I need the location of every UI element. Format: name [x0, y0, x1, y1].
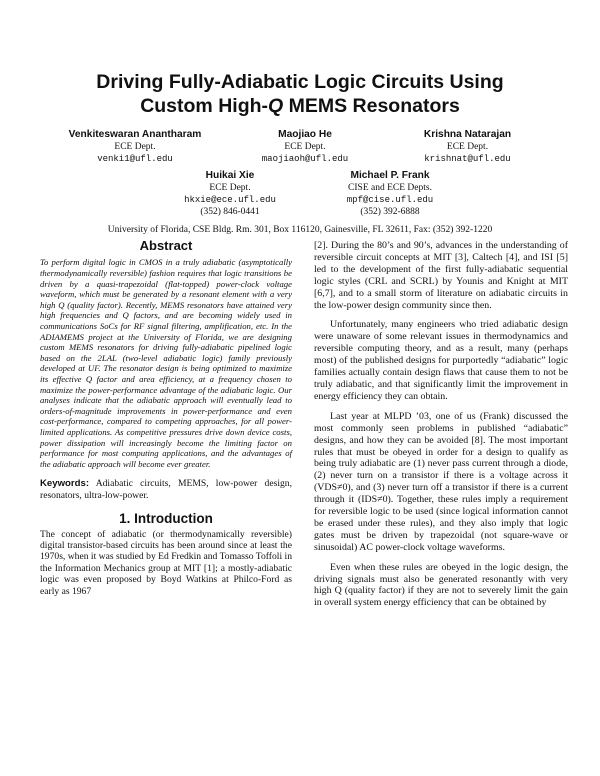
author-natarajan: Krishna Natarajan ECE Dept. krishnat@ufl.edu	[423, 129, 512, 164]
author-he: Maojiao He ECE Dept. maojiaoh@ufl.edu	[261, 129, 349, 164]
keywords	[40, 478, 292, 501]
right-paragraph-1: [2]. During the 80’s and 90’s, advances in the understanding of reversible circuit concepts at MIT [3], Caltech [4], and ISI [5] led to the development of the first fully-adiabatic sequential logic styles (CRL and SCRL) by Younis and Knight at MIT [6,7], and to a small storm of literature on adiabatic circuits in the low-power design community since then.	[314, 240, 568, 311]
intro-heading: 1. Introduction	[119, 511, 213, 527]
right-paragraph-3: Last year at MLPD ’03, one of us (Frank) discussed the most commonly seen problems in published “adiabatic” designs, and how they can be avoided [8]. The most important rules that must be obeyed in order for a design to qualify as being truly adiabatic are (1) never pass current through a diode, (2) never turn on a transistor if there is a voltage across it (VDS≠0), and (3) never turn off a transistor if there is a current through it (IDS≠0). Together, these rules imply a requirement for reversible logic to be used (since logical information cannot be erased under these rules), and they also imply that logic gates must be driven by trapezoidal (not square-wave or sinusoidal) AC power-clock voltage waveforms.	[314, 410, 568, 553]
author-anantharam: Venkiteswaran Anantharam ECE Dept. venki1@ufl.edu	[68, 129, 202, 164]
title-line-1: Driving Fully-Adiabatic Logic Circuits Using	[96, 71, 504, 93]
keywords-label: Keywords:	[40, 478, 90, 490]
left-column	[40, 238, 292, 597]
affiliation-line: University of Florida, CSE Bldg. Rm. 301, Box 116120, Gainesville, FL 32611, Fax: (352) 392-1220	[107, 225, 493, 235]
paper-title	[0, 70, 600, 118]
intro-paragraph-1: The concept of adiabatic (or thermodynamically reversible) digital transistor-based circuits has been around since at least the 1970s, when it was studied by Ed Fredkin and Tomasso Toffoli in the Information Mechanics group at MIT [1]; a mostly-adiabatic logic was even proposed by Boyd Watkins at Philco-Ford as early as 1967	[40, 528, 292, 597]
abstract-heading: Abstract	[139, 238, 193, 253]
right-paragraph-4: Even when these rules are obeyed in the logic design, the driving signals must also be generated resonantly with very high Q (quality factor) if they are not to severely limit the gain in overall system energy efficiency that can be obtained by	[314, 561, 568, 609]
right-paragraph-2: Unfortunately, many engineers who tried adiabatic design were unaware of some relevant issues in thermodynamics and reversible computing theory, and as a result, many (perhaps most) of the published designs for purportedly “adiabatic” logic families actually contain design flaws that cause them to not be truly adiabatic, and that significantly limit the improvement in energy efficiency they can obtain.	[314, 319, 568, 402]
keywords-text: Adiabatic circuits, MEMS, low-power design, resonators, ultra-low-power.	[40, 478, 292, 501]
title-line-2: Custom High-Q MEMS Resonators	[140, 95, 460, 117]
abstract-text: To perform digital logic in CMOS in a truly adiabatic (asymptotically thermodynamically reversible) fashion requires that logic transitions be driven by a quasi-trapezoidal (flat-topped) power-clock voltage waveform, which must be generated by a resonant element with a very high Q (quality factor). Recently, MEMS resonators have attained very high frequencies and Q factors, and are becoming widely used in communications SoCs for RF signal filtering, amplification, etc. In the ADIAMEMS project at the University of Florida, we are designing custom MEMS resonators for driving fully-adiabatic pipelined logic based on the 2LAL (two-level adiabatic logic) family previously developed at UF. The resonator design is being optimized to maximize its effective Q factor and area efficiency, at a frequency chosen to maximize the power-performance advantage of the adiabatic logic. Our analyses indicate that the adiabatic approach will eventually lead to orders-of-magnitude improvements in power-performance and even cost-performance, compared to competing approaches, for all power-limited applications. As competitive pressures drive down device costs, power dissipation will increasingly become the limiting factor on performance for most computing applications, and the advantages of the adiabatic approach will become ever greater.	[40, 257, 292, 469]
author-frank: Michael P. Frank CISE and ECE Depts. mpf@cise.ufl.edu (352) 392-6888	[346, 170, 434, 217]
right-column	[314, 240, 568, 609]
author-xie: Huikai Xie ECE Dept. hkxie@ece.ufl.edu (352) 846-0441	[184, 170, 276, 217]
